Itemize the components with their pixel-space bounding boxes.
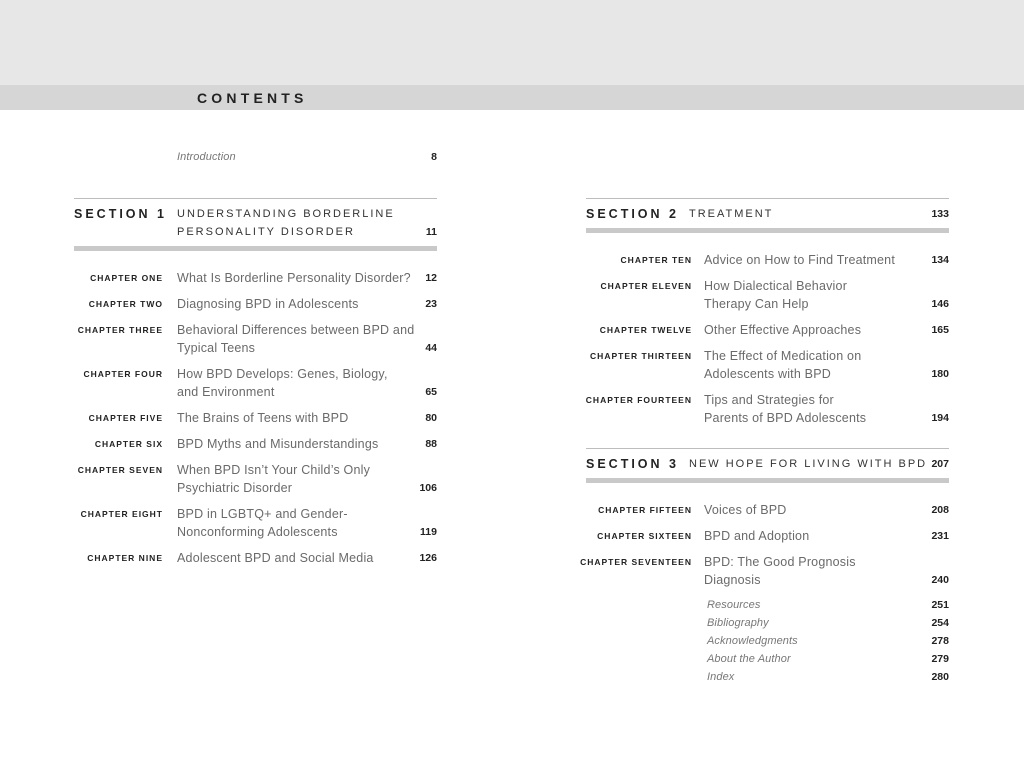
chapter-label: CHAPTER THIRTEEN [590,351,692,361]
section1-page: 11 [425,226,437,238]
section2-title: TREATMENT [689,208,774,220]
backmatter-title: Resources [707,599,761,611]
chapter-title: BPD Myths and Misunderstandings [177,437,379,451]
chapter-label: CHAPTER TWO [88,299,163,309]
chapter-title-line2: Psychiatric Disorder [177,481,293,495]
chapter-title-line2: Therapy Can Help [704,297,809,311]
chapter-page: 12 [425,272,437,284]
intro-page: 8 [431,151,437,163]
chapter-label: CHAPTER TWELVE [599,325,692,335]
chapter-label: CHAPTER SEVENTEEN [580,557,692,567]
chapter-title-line1: Tips and Strategies for [704,393,834,407]
chapter-title: The Brains of Teens with BPD [177,411,349,425]
section3-label: SECTION 3 [586,457,679,471]
chapter-title-line2: Nonconforming Adolescents [177,525,338,539]
chapter-page: 65 [425,386,437,398]
section2-page: 133 [931,208,949,220]
section2-label: SECTION 2 [586,207,679,221]
backmatter-page: 251 [931,599,949,611]
chapter-title-line2: Parents of BPD Adolescents [704,411,867,425]
chapter-title-line1: The Effect of Medication on [704,349,862,363]
chapter-label: CHAPTER SIX [94,439,163,449]
chapter-page: 106 [419,482,437,494]
section1-bottom-rule [74,246,437,251]
backmatter-page: 278 [931,635,949,647]
backmatter-title: About the Author [707,653,791,665]
chapter-label: CHAPTER NINE [87,553,163,563]
section1-title-line1: UNDERSTANDING BORDERLINE [177,208,395,220]
chapter-title: Diagnosing BPD in Adolescents [177,297,359,311]
contents-heading: CONTENTS [197,90,308,106]
chapter-page: 80 [425,412,437,424]
chapter-title-line1: Behavioral Differences between BPD and [177,323,415,337]
intro-title: Introduction [177,151,236,163]
chapter-label: CHAPTER EIGHT [80,509,163,519]
chapter-page: 23 [425,298,437,310]
chapter-label: CHAPTER ONE [90,273,163,283]
chapter-page: 119 [420,526,437,538]
backmatter-title: Acknowledgments [707,635,798,647]
backmatter-page: 279 [931,653,949,665]
section1-label: SECTION 1 [74,207,167,221]
chapter-page: 146 [931,298,949,310]
chapter-label: CHAPTER FIFTEEN [598,505,692,515]
chapter-page: 194 [931,412,949,424]
chapter-label: CHAPTER SIXTEEN [597,531,692,541]
section1-title-line2: PERSONALITY DISORDER [177,226,355,238]
chapter-title-line2: Adolescents with BPD [704,367,831,381]
chapter-page: 44 [425,342,437,354]
backmatter-title: Bibliography [707,617,769,629]
section2-bottom-rule [586,228,949,233]
chapter-title-line1: How BPD Develops: Genes, Biology, [177,367,388,381]
chapter-title-line1: BPD in LGBTQ+ and Gender- [177,507,348,521]
chapter-label: CHAPTER FIVE [88,413,163,423]
chapter-page: 208 [931,504,949,516]
chapter-title: Other Effective Approaches [704,323,862,337]
chapter-label: CHAPTER THREE [77,325,163,335]
chapter-title: Voices of BPD [704,503,787,517]
chapter-page: 134 [931,254,949,266]
chapter-title-line1: When BPD Isn’t Your Child’s Only [177,463,371,477]
section3-bottom-rule [586,478,949,483]
top-band [0,0,1024,85]
chapter-page: 240 [931,574,949,586]
chapter-title: BPD and Adoption [704,529,810,543]
chapter-label: CHAPTER SEVEN [77,465,163,475]
chapter-title-line1: BPD: The Good Prognosis [704,555,856,569]
chapter-page: 165 [931,324,949,336]
chapter-label: CHAPTER ELEVEN [600,281,692,291]
chapter-title-line1: How Dialectical Behavior [704,279,848,293]
chapter-label: CHAPTER FOUR [83,369,163,379]
chapter-label: CHAPTER FOURTEEN [585,395,692,405]
section3-title: NEW HOPE FOR LIVING WITH BPD [689,458,928,470]
chapter-title: What Is Borderline Personality Disorder? [177,271,411,285]
chapter-title: Advice on How to Find Treatment [704,253,896,267]
chapter-page: 126 [419,552,437,564]
chapter-page: 88 [425,438,437,450]
chapter-title-line2: Typical Teens [177,341,256,355]
section1-top-rule [74,198,437,199]
chapter-title-line2: and Environment [177,385,275,399]
backmatter-page: 254 [931,617,949,629]
chapter-title: Adolescent BPD and Social Media [177,551,374,565]
backmatter-title: Index [707,671,735,683]
chapter-page: 180 [931,368,949,380]
backmatter-page: 280 [931,671,949,683]
section3-page: 207 [931,458,949,470]
section3-top-rule [586,448,949,449]
chapter-label: CHAPTER TEN [620,255,692,265]
section2-top-rule [586,198,949,199]
chapter-page: 231 [931,530,949,542]
chapter-title-line2: Diagnosis [704,573,761,587]
title-band [0,85,1024,110]
